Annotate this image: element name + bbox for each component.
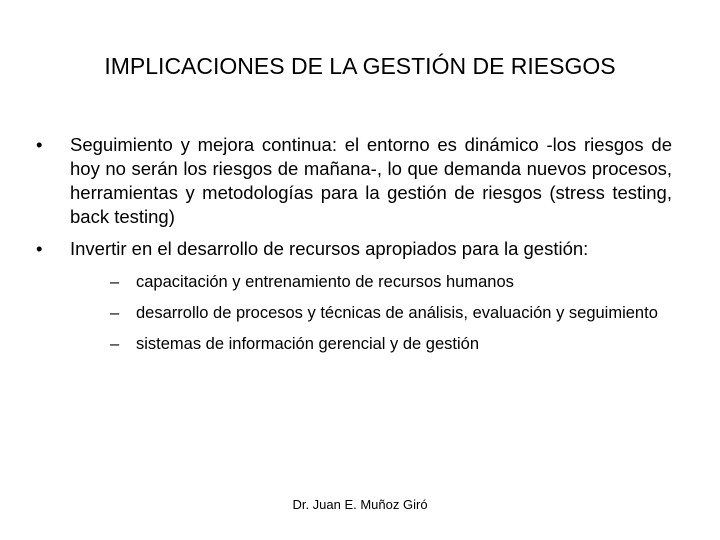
slide-footer-author: Dr. Juan E. Muñoz Giró [292,497,428,512]
bullet-item-1 [36,133,672,229]
bullet-marker: • [36,134,43,155]
dash-marker: – [110,273,120,291]
sub-bullet-text: capacitación y entrenamiento de recursos humanos [136,273,514,291]
bullet-item-2 [36,237,672,356]
dash-marker: – [110,335,120,353]
slide-title: IMPLICACIONES DE LA GESTIÓN DE RIESGOS [104,53,616,79]
sub-bullet-item-2 [110,301,672,325]
bullet-marker: • [36,238,43,259]
dash-marker: – [110,304,120,322]
sub-bullet-item-3 [110,332,672,356]
slide-body [36,133,672,364]
sub-bullet-item-1 [110,270,672,294]
sub-bullet-text: desarrollo de procesos y técnicas de análisis, evaluación y seguimiento [136,304,658,322]
sub-bullet-list [110,270,672,356]
bullet-text: Seguimiento y mejora continua: el entorno es dinámico -los riesgos de hoy no serán los riesgos de mañana-, lo que demanda nuevos procesos, herramientas y metodologías para la gestión de riesgos (stress testing, back testing) [70,134,672,227]
sub-bullet-text: sistemas de información gerencial y de gestión [136,335,480,353]
bullet-text: Invertir en el desarrollo de recursos apropiados para la gestión: [70,238,589,259]
